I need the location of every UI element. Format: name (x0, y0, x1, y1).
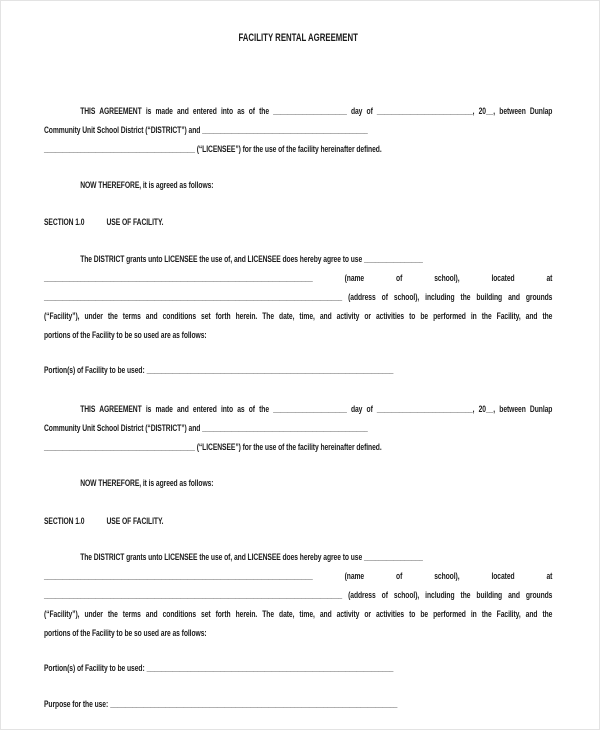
document-title: FACILITY RENTAL AGREEMENT (238, 32, 358, 44)
portion-blank-line: ___________________________________________________________________ (146, 663, 394, 674)
section-heading-row (44, 213, 552, 232)
intro-line-1: THIS AGREEMENT is made and entered into as of the ____________________ day of __________________________, 20__, between Dunlap (80, 106, 553, 117)
grant-line-2: _________________________________________________________________________ (name of school), located at (44, 571, 553, 582)
grant-line-3: _________________________________________________________________________________ (address of school), including the building and grounds (44, 590, 553, 601)
portion-blank-line: ___________________________________________________________________ (146, 365, 394, 376)
intro-line-1: THIS AGREEMENT is made and entered into as of the ____________________ day of __________________________, 20__, between Dunlap (80, 404, 553, 415)
intro-paragraph (44, 102, 552, 159)
portion-of-facility-row (44, 659, 552, 678)
section-heading: USE OF FACILITY. (106, 217, 164, 228)
grant-line-4: (“Facility”), under the terms and conditions set forth herein. The date, time, and activity or activities to be performed in the Facility, and the (44, 609, 553, 620)
grant-line-5: portions of the Facility to be so used are as follows: (44, 330, 207, 341)
purpose-row (44, 695, 552, 714)
now-therefore-clause: NOW THEREFORE, it is agreed as follows: (80, 478, 214, 489)
intro-paragraph (44, 400, 552, 457)
section-heading: USE OF FACILITY. (106, 516, 164, 527)
portion-of-facility-row (44, 361, 552, 380)
grant-line-3: _________________________________________________________________________________ (address of school), including the building and grounds (44, 292, 553, 303)
intro-line-3: _________________________________________ (“LICENSEE”) for the use of the facility hereinafter defined. (44, 144, 382, 155)
portion-label: Portion(s) of Facility to be used: (44, 365, 145, 376)
grant-paragraph (44, 250, 552, 345)
grant-paragraph (44, 548, 552, 643)
grant-line-5: portions of the Facility to be so used are as follows: (44, 628, 207, 639)
document-content (44, 31, 552, 714)
purpose-label: Purpose for the use: (44, 699, 109, 710)
intro-line-2: Community Unit School District (“DISTRICT”) and _____________________________________________ (44, 125, 368, 136)
now-therefore-clause: NOW THEREFORE, it is agreed as follows: (80, 180, 214, 191)
grant-line-1: The DISTRICT grants unto LICENSEE the use of, and LICENSEE does hereby agree to use ________________ (80, 254, 423, 265)
section-number: SECTION 1.0 (44, 516, 85, 527)
section-number: SECTION 1.0 (44, 217, 85, 228)
grant-line-2: _________________________________________________________________________ (name of school), located at (44, 273, 553, 284)
intro-line-2: Community Unit School District (“DISTRICT”) and _____________________________________________ (44, 423, 368, 434)
intro-line-3: _________________________________________ (“LICENSEE”) for the use of the facility hereinafter defined. (44, 442, 382, 453)
portion-label: Portion(s) of Facility to be used: (44, 663, 145, 674)
purpose-blank-line: ______________________________________________________________________________ (110, 699, 398, 710)
grant-line-4: (“Facility”), under the terms and conditions set forth herein. The date, time, and activity or activities to be performed in the Facility, and the (44, 311, 553, 322)
grant-line-1: The DISTRICT grants unto LICENSEE the use of, and LICENSEE does hereby agree to use ________________ (80, 552, 423, 563)
section-heading-row (44, 512, 552, 531)
